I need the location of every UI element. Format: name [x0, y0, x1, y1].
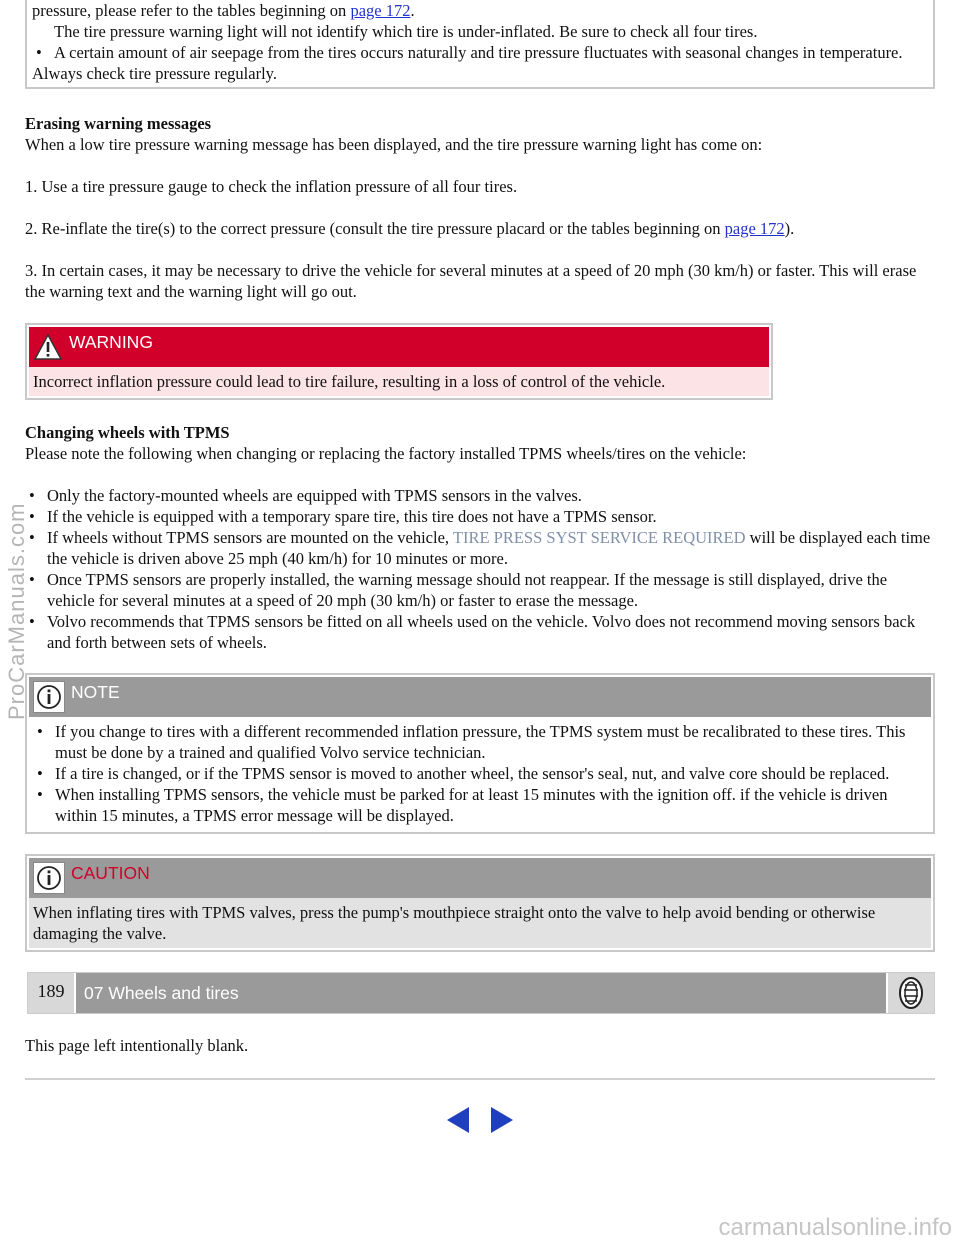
list-item: • Once TPMS sensors are properly installed, the warning message should not reappear. If the message is still displayed, drive the vehicle for several minutes at a speed of 20 mph (30 km/h) or faster to erase the message. — [25, 569, 935, 611]
changing-heading: Changing wheels with TPMS — [25, 423, 230, 442]
caution-header — [29, 858, 931, 898]
erasing-step-1: 1. Use a tire pressure gauge to check the inflation pressure of all four tires. — [25, 177, 518, 196]
chapter-bar — [27, 972, 935, 1014]
next-arrow-icon[interactable] — [489, 1106, 515, 1139]
info-icon — [33, 681, 65, 713]
list-item: • A certain amount of air seepage from the tires occurs naturally and tire pressure fluctuates with seasonal changes in temperature. Always check tire pressure regularly. — [32, 42, 928, 84]
erasing-step-2: 2. Re-inflate the tire(s) to the correct pressure (consult the tire pressure placard or the tables beginning on page 172). — [25, 219, 795, 238]
blank-page-text: This page left intentionally blank. — [25, 1036, 249, 1055]
erasing-step-3: 3. In certain cases, it may be necessary to drive the vehicle for several minutes at a speed of 20 mph (30 km/h) or faster. This will erase the warning text and the warning light will go out. — [25, 261, 917, 301]
erasing-intro: When a low tire pressure warning message has been displayed, and the tire pressure warning light has come on: — [25, 135, 763, 154]
top-bullet-list — [32, 21, 928, 84]
footer-watermark: carmanualsonline.info — [718, 1214, 952, 1241]
manual-page — [25, 0, 935, 1139]
erasing-heading: Erasing warning messages — [25, 114, 212, 133]
list-item: • If wheels without TPMS sensors are mounted on the vehicle, TIRE PRESS SYST SERVICE REQUIRED will be displayed each time the vehicle is driven above 25 mph (40 km/h) for 10 minutes or more. — [25, 527, 935, 569]
page-172-link[interactable]: page 172 — [724, 219, 785, 238]
changing-intro: Please note the following when changing or replacing the factory installed TPMS wheels/tires on the vehicle: — [25, 444, 747, 463]
divider — [25, 1078, 935, 1080]
note-box — [25, 673, 935, 834]
note-header — [29, 677, 931, 717]
changing-section — [25, 422, 935, 653]
list-item: • If you change to tires with a different recommended inflation pressure, the TPMS system must be recalibrated to these tires. This must be done by a trained and qualified Volvo service technician. — [33, 721, 927, 763]
list-item: The tire pressure warning light will not identify which tire is under-inflated. Be sure to check all four tires. — [54, 22, 758, 41]
warning-body: Incorrect inflation pressure could lead to tire failure, resulting in a loss of control of the vehicle. — [29, 367, 769, 396]
caution-body: When inflating tires with TPMS valves, press the pump's mouthpiece straight onto the valve to help avoid bending or otherwise damaging the valve. — [29, 898, 931, 948]
erasing-section — [25, 113, 935, 302]
caution-title: CAUTION — [71, 862, 150, 883]
page-172-link[interactable]: page 172 — [350, 1, 411, 20]
caution-box — [25, 854, 935, 952]
side-watermark: ProCarManuals.com — [4, 502, 29, 720]
note-title: NOTE — [71, 681, 120, 702]
page-number: 189 — [28, 973, 74, 1013]
changing-bullet-list — [25, 485, 935, 653]
list-item: • If the vehicle is equipped with a temporary spare tire, this tire does not have a TPMS sensor. — [25, 506, 935, 527]
page-navigation — [25, 1106, 935, 1139]
continued-note-box — [25, 0, 935, 89]
list-item: • Only the factory-mounted wheels are equipped with TPMS sensors in the valves. — [25, 485, 935, 506]
note-body — [29, 717, 931, 830]
tpms-service-message: TIRE PRESS SYST SERVICE REQUIRED — [452, 528, 746, 547]
chapter-title: 07 Wheels and tires — [76, 973, 886, 1013]
note-bullet-list — [33, 721, 927, 826]
list-item: • If a tire is changed, or if the TPMS sensor is moved to another wheel, the sensor's seal, nut, and valve core should be replaced. — [33, 763, 927, 784]
prev-arrow-icon[interactable] — [445, 1106, 471, 1139]
warning-triangle-icon — [33, 332, 63, 362]
warning-title: WARNING — [69, 331, 153, 352]
list-item: • Volvo recommends that TPMS sensors be fitted on all wheels used on the vehicle. Volvo does not recommend moving sensors back and forth between sets of wheels. — [25, 611, 935, 653]
warning-header — [29, 327, 769, 367]
warning-box — [25, 323, 773, 400]
continued-line: pressure, please refer to the tables beginning on page 172. — [32, 1, 415, 20]
list-item: • When installing TPMS sensors, the vehicle must be parked for at least 15 minutes with the ignition off. if the vehicle is driven within 15 minutes, a TPMS error message will be displayed. — [33, 784, 927, 826]
info-icon — [33, 862, 65, 894]
tire-icon — [888, 973, 934, 1013]
